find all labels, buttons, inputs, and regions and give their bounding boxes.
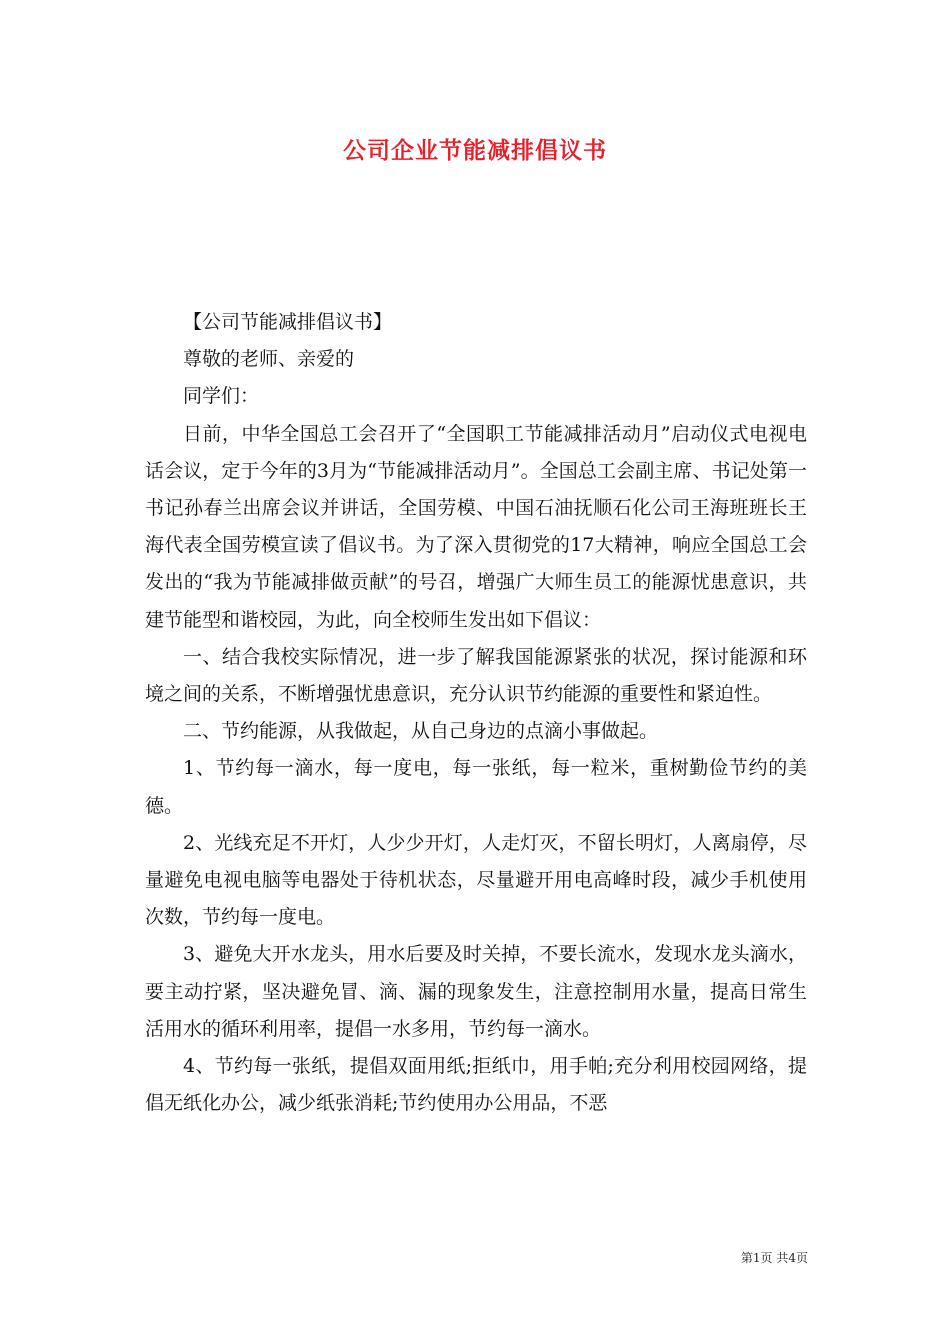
paragraph-point-2: 二、节约能源，从我做起，从自己身边的点滴小事做起。 xyxy=(183,720,659,743)
paragraph-salutation-2: 同学们： xyxy=(183,385,260,408)
page-number-footer: 第1页 共4页 xyxy=(740,1251,808,1265)
paragraph-item-4: 4、节约每一张纸，提倡双面用纸;拒纸巾，用手帕;充分利用校园网络，提倡无纸化办公，减少纸张消耗;节约使用办公用品，不恶 xyxy=(145,1055,807,1115)
paragraph-item-3: 3、避免大开水龙头，用水后要及时关掉，不要长流水，发现水龙头滴水，要主动拧紧，坚决避免冒、滴、漏的现象发生，注意控制用水量，提高日常生活用水的循环利用率，提倡一水多用，节约每一滴水。 xyxy=(145,943,807,1040)
paragraph-point-1: 一、结合我校实际情况，进一步了解我国能源紧张的状况，探讨能源和环境之间的关系，不断增强忧患意识，充分认识节约能源的重要性和紧迫性。 xyxy=(145,645,807,706)
paragraph-intro: 日前，中华全国总工会召开了“全国职工节能减排活动月”启动仪式电视电话会议，定于今年的3月为“节能减排活动月”。全国总工会副主席、书记处第一书记孙春兰出席会议并讲话，全国劳模、中国石油抚顺石化公司王海班班长王海代表全国劳模宣读了倡议书。为了深入贯彻党的17大精神，响应全国总工会发出的“我为节能减排做贡献”的号召，增强广大师生员工的能源忧患意识，共建节能型和谐校园，为此，向全校师生发出如下倡议： xyxy=(145,422,807,631)
paragraph-item-1: 1、节约每一滴水，每一度电，每一张纸，每一粒米，重树勤俭节约的美德。 xyxy=(145,757,807,817)
document-title: 公司企业节能减排倡议书 xyxy=(343,137,607,164)
document-body xyxy=(145,304,807,1122)
paragraph-item-2: 2、光线充足不开灯，人少少开灯，人走灯灭，不留长明灯，人离扇停，尽量避免电视电脑等电器处于待机状态，尽量避开用电高峰时段，减少手机使用次数，节约每一度电。 xyxy=(145,831,807,929)
paragraph-heading: 【公司节能减排倡议书】 xyxy=(183,311,393,333)
paragraph-salutation-1: 尊敬的老师、亲爱的 xyxy=(183,348,355,371)
